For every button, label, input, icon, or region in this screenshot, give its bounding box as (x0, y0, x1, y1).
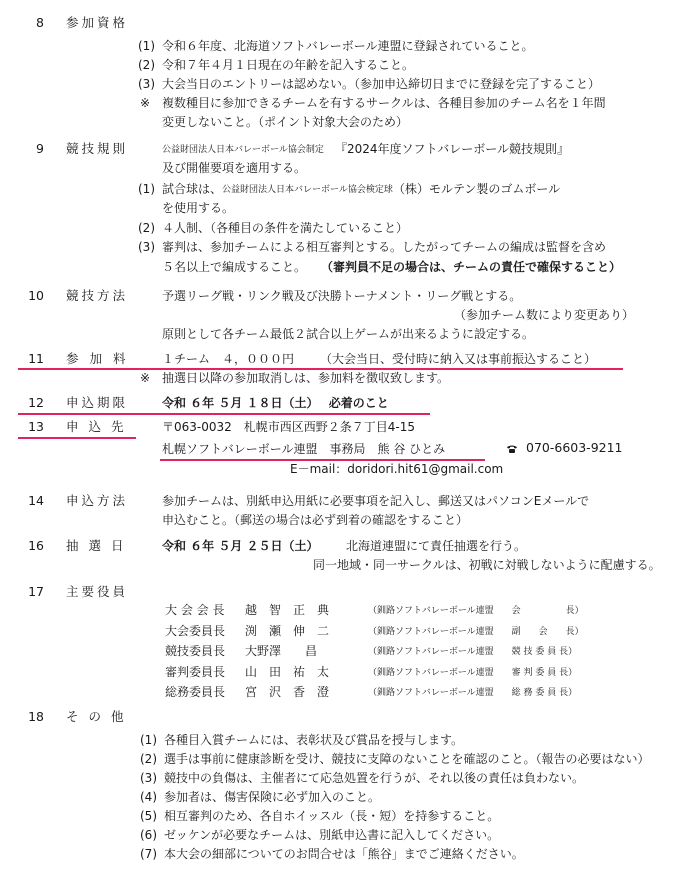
officer-title: 総務委員長 (165, 685, 226, 699)
section-label: その他 (66, 709, 134, 724)
section-number: 16 (28, 538, 44, 553)
section-text: 予選リーグ戦・リンク戦及び決勝トーナメント・リーグ戦とする。 (162, 289, 522, 303)
item-marker: (1) (140, 733, 157, 747)
item-marker: (5) (140, 809, 157, 823)
officer-name: 山 田 祐 太 (245, 665, 330, 679)
item-text: 審判は、参加チームによる相互審判とする。したがってチームの編成は監督を含め (162, 240, 607, 254)
item-text: 令和６年度、北海道ソフトバレーボール連盟に登録されていること。 (162, 39, 534, 53)
email-text[interactable]: E－mail：doridori.hit61@gmail.com (290, 462, 504, 476)
section-number: 8 (36, 15, 44, 30)
officer-title: 審判委員長 (165, 665, 226, 679)
officer-affiliation: （釧路ソフトバレーボール連盟 総 務 委 員 長） (368, 688, 578, 698)
officer-affiliation: （釧路ソフトバレーボール連盟 競 技 委 員 長） (368, 647, 578, 657)
draw-date: 令和 ６年 ５月 ２５日（土） (162, 539, 319, 553)
note-text: 変更しないこと。（ポイント対象大会のため） (162, 115, 409, 129)
item-text: 各種目入賞チームには、表彰状及び賞品を授与します。 (164, 733, 464, 747)
section-label: 申込先 (66, 419, 134, 434)
section-text: 北海道連盟にて責任抽選を行う。 (346, 539, 527, 553)
section-label: 参加資格 (66, 15, 129, 30)
officer-affiliation: （釧路ソフトバレーボール連盟 審 判 委 員 長） (368, 668, 578, 678)
officer-name: 渕 瀬 伸 二 (245, 624, 330, 638)
officer-name: 宮 沢 香 澄 (245, 685, 330, 699)
section-label: 競技規則 (66, 141, 129, 156)
item-marker: (2) (138, 221, 155, 235)
section-number: 12 (28, 395, 44, 410)
section-number: 10 (28, 288, 44, 303)
deadline-text: 令和 ６年 ５月 １８日（土） 必着のこと (162, 396, 389, 410)
item-text: 選手は事前に健康診断を受け、競技に支障のないことを確認のこと。（報告の必要はない） (164, 752, 650, 766)
item-marker: (3) (140, 771, 157, 785)
item-text: 令和７年４月１日現在の年齢を記入すること。 (162, 58, 415, 72)
intro-small: 公益財団法人日本バレーボール協会制定 (162, 145, 324, 155)
section-label: 申込方法 (66, 493, 129, 508)
item-marker: (7) (140, 847, 157, 861)
item-marker: (6) (140, 828, 157, 842)
fee-amount: １チーム ４，０００円 (162, 352, 295, 366)
item-marker: (2) (138, 58, 155, 72)
officer-name: 大野澤 昌 (245, 644, 318, 658)
item-text: ゼッケンが必要なチームは、別紙申込書に記入してください。 (164, 828, 500, 842)
item-text: 競技中の負傷は、主催者にて応急処置を行うが、それ以後の責任は負わない。 (164, 771, 585, 785)
item-text: ４人制、（各種目の条件を満たしていること） (162, 221, 409, 235)
item-marker: (1) (138, 182, 155, 196)
note-text: 抽選日以降の参加取消しは、参加料を徴収致します。 (162, 371, 450, 385)
intro-text: 『2024年度ソフトバレーボール競技規則』 (335, 142, 570, 156)
item-text: （株）モルテン製のゴムボール (393, 182, 561, 196)
section-text: 参加チームは、別紙申込用紙に必要事項を記入し、郵送又はパソコンEメールで (162, 494, 590, 508)
underline (18, 413, 430, 415)
officer-title: 競技委員長 (165, 644, 226, 658)
section-label: 申込期限 (66, 395, 129, 410)
note-marker: ※ (140, 96, 151, 110)
officer-affiliation: （釧路ソフトバレーボール連盟 副 会 長） (368, 627, 584, 637)
address-text: 〒063-0032 札幌市西区西野２条７丁目4-15 (162, 420, 416, 434)
section-label: 参加料 (66, 351, 137, 366)
item-text: 相互審判のため、各自ホイッスル（長・短）を持参すること。 (164, 809, 500, 823)
section-text: 申込むこと。（郵送の場合は必ず到着の確認をすること） (162, 513, 469, 527)
intro-text: 及び開催要項を適用する。 (162, 161, 307, 175)
item-text: 大会当日のエントリーは認めない。（参加申込締切日までに登録を完了すること） (162, 77, 601, 91)
section-number: 18 (28, 709, 44, 724)
item-text: ５名以上で編成すること。 (162, 260, 307, 274)
item-text-small: 公益財団法人日本バレーボール協会検定球 (222, 185, 393, 195)
item-marker: (3) (138, 240, 155, 254)
item-text-emphasis: （審判員不足の場合は、チームの責任で確保すること） (321, 260, 622, 274)
tel-number: 070-6603-9211 (526, 440, 623, 455)
section-number: 11 (28, 351, 44, 366)
item-marker: (1) (138, 39, 155, 53)
officer-affiliation: （釧路ソフトバレーボール連盟 会 長） (368, 606, 584, 616)
section-text: 原則として各チーム最低２試合以上ゲームが出来るように設定する。 (162, 327, 535, 341)
item-text: を使用する。 (162, 201, 235, 215)
section-number: 9 (36, 141, 44, 156)
office-text: 札幌ソフトバレーボール連盟 事務局 熊 谷 ひとみ (162, 442, 446, 456)
note-marker: ※ (140, 371, 151, 385)
underline (18, 368, 623, 370)
item-marker: (3) (138, 77, 155, 91)
officer-title: 大会委員長 (165, 624, 226, 638)
section-text: （参加チーム数により変更あり） (454, 308, 635, 322)
item-text: 参加者は、傷害保険に必ず加入のこと。 (164, 790, 381, 804)
telephone-icon (506, 444, 518, 454)
section-number: 17 (28, 584, 44, 599)
section-text: 同一地域・同一サークルは、初戦に対戦しないように配慮する。 (313, 558, 661, 572)
item-marker: (2) (140, 752, 157, 766)
underline (18, 437, 136, 439)
note-text: 複数種目に参加できるチームを有するサークルは、各種目参加のチーム名を１年間 (162, 96, 606, 110)
underline (160, 459, 485, 461)
item-text: 試合球は、 (162, 182, 223, 196)
section-label: 主要役員 (66, 584, 129, 599)
section-label: 競技方法 (66, 288, 129, 303)
item-marker: (4) (140, 790, 157, 804)
officer-title: 大 会 会 長 (165, 603, 225, 617)
fee-note: （大会当日、受付時に納入又は事前振込すること） (320, 352, 597, 366)
item-text: 本大会の細部についてのお問合せは「熊谷」までご連絡ください。 (164, 847, 524, 861)
section-label: 抽選日 (66, 538, 134, 553)
section-number: 14 (28, 493, 44, 508)
section-number: 13 (28, 419, 44, 434)
officer-name: 越 智 正 典 (245, 603, 330, 617)
